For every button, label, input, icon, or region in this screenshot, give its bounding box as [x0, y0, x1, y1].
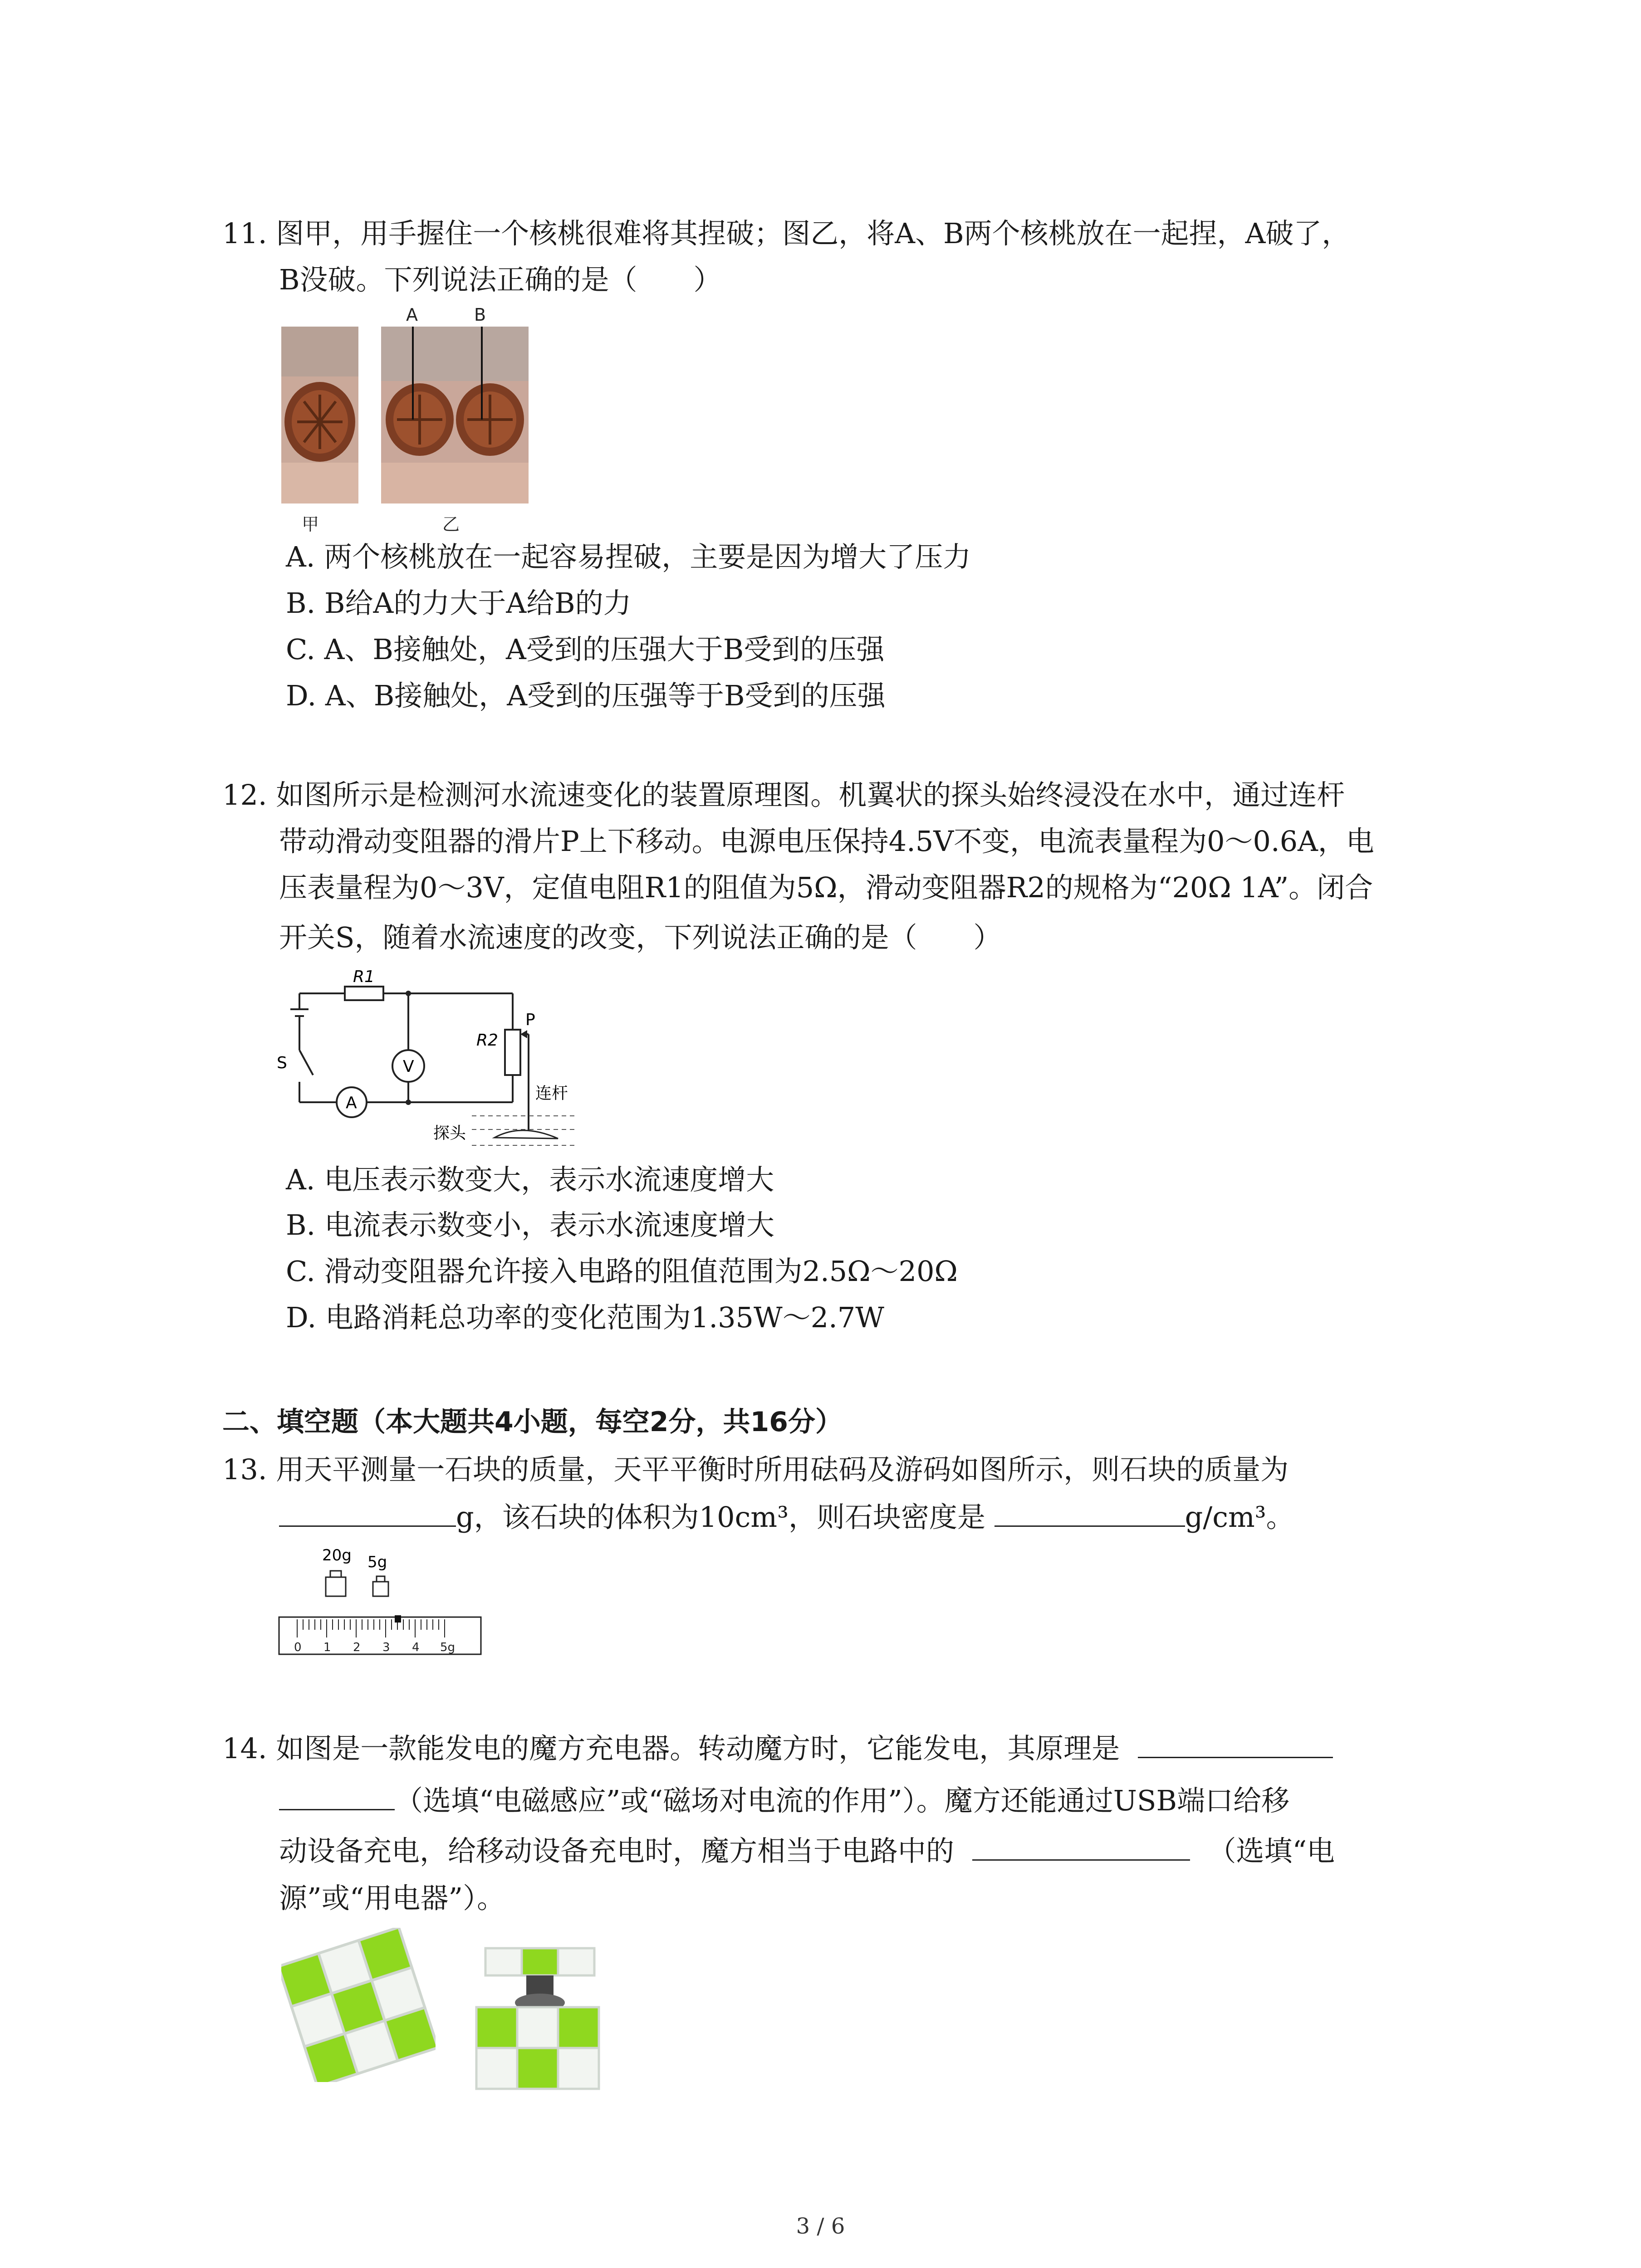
q12-line1: 12. 如图所示是检测河水流速变化的装置原理图。机翼状的探头始终浸没在水中，通过连杆 [222, 778, 1345, 811]
q11-option-a: A. 两个核桃放在一起容易捏破，主要是因为增大了压力 [286, 540, 971, 573]
walnut-photo-yi [381, 327, 529, 503]
q11-option-d: D. A、B接触处，A受到的压强等于B受到的压强 [286, 679, 886, 712]
answer-blank[interactable] [1138, 1730, 1333, 1758]
tick-label: 5g [440, 1641, 456, 1654]
q13-line2-text-a: g，该石块的体积为10cm³，则石块密度是 [456, 1501, 985, 1534]
tick-label: 4 [412, 1641, 420, 1654]
q12-line3: 压表量程为0～3V，定值电阻R1的阻值为5Ω，滑动变阻器R2的规格为“20Ω 1A”。闭合 [279, 871, 1373, 904]
q12-line4: 开关S，随着水流速度的改变，下列说法正确的是（ ） [279, 921, 1002, 954]
walnut-photo-jia [281, 327, 358, 503]
q11-line1: 11. 图甲，用手握住一个核桃很难将其捏破；图乙，将A、B两个核桃放在一起捏，A破了， [222, 217, 1350, 250]
circuit-diagram [277, 966, 576, 1157]
balance-weights-diagram [277, 1545, 485, 1667]
voltmeter-label: V [403, 1057, 414, 1076]
q13-line2 [279, 1497, 1294, 1538]
page-number: 3 / 6 [796, 2214, 845, 2239]
tick-label: 1 [323, 1641, 331, 1654]
tick-label: 0 [294, 1641, 302, 1654]
q14-line3-text-a: 动设备充电，给移动设备充电时，魔方相当于电路中的 [279, 1834, 955, 1867]
answer-blank[interactable] [994, 1498, 1185, 1527]
q14-line3 [279, 1831, 1335, 1872]
q12-line2: 带动滑动变阻器的滑片P上下移动。电源电压保持4.5V不变，电流表量程为0～0.6A，电 [279, 825, 1374, 858]
r2-label: R2 [476, 1031, 498, 1050]
answer-blank[interactable] [972, 1832, 1190, 1861]
figure-label-yi: 乙 [442, 514, 460, 534]
q12-option-d: D. 电路消耗总功率的变化范围为1.35W～2.7W [286, 1301, 885, 1334]
q13-line2-text-b: g/cm³。 [1185, 1501, 1294, 1534]
r1-label: R1 [353, 968, 375, 986]
probe-label: 探头 [433, 1124, 466, 1143]
walnut-label-a: A [406, 305, 418, 325]
q14-line4: 源”或“用电器”）。 [279, 1882, 505, 1915]
weight-20g-label: 20g [322, 1546, 352, 1564]
q14-line1-text: 14. 如图是一款能发电的魔方充电器。转动魔方时，它能发电，其原理是 [222, 1732, 1120, 1765]
q11-line2: B没破。下列说法正确的是（ ） [279, 263, 722, 296]
answer-blank[interactable] [279, 1782, 395, 1810]
s-label: S [277, 1054, 287, 1072]
tick-label: 3 [382, 1641, 390, 1654]
q13-line1: 13. 用天平测量一石块的质量，天平平衡时所用砝码及游码如图所示，则石块的质量为 [222, 1453, 1289, 1486]
p-label: P [525, 1011, 535, 1029]
ammeter-label: A [346, 1094, 357, 1112]
q11-option-b: B. B给A的力大于A给B的力 [286, 587, 632, 620]
q11-option-c: C. A、B接触处，A受到的压强大于B受到的压强 [286, 633, 885, 666]
q14-line1 [222, 1728, 1333, 1769]
weight-5g-label: 5g [367, 1553, 387, 1571]
tick-label: 2 [353, 1641, 361, 1654]
figure-label-jia: 甲 [302, 514, 319, 534]
q12-option-a: A. 电压表示数变大，表示水流速度增大 [286, 1163, 774, 1196]
answer-blank[interactable] [279, 1498, 456, 1527]
section-title: 二、填空题（本大题共4小题，每空2分，共16分） [222, 1406, 843, 1438]
q14-line2 [279, 1780, 1289, 1821]
rubiks-cube-photo [281, 1928, 436, 2082]
rod-label: 连杆 [535, 1084, 568, 1103]
q14-line3-text-b: （选填“电 [1208, 1834, 1335, 1867]
rubiks-cube-open-photo [472, 1944, 608, 2093]
q14-line2-text: （选填“电磁感应”或“磁场对电流的作用”）。魔方还能通过USB端口给移 [395, 1784, 1290, 1817]
q12-option-c: C. 滑动变阻器允许接入电路的阻值范围为2.5Ω～20Ω [286, 1255, 958, 1288]
walnut-label-b: B [474, 305, 486, 325]
q12-option-b: B. 电流表示数变小，表示水流速度增大 [286, 1208, 774, 1242]
